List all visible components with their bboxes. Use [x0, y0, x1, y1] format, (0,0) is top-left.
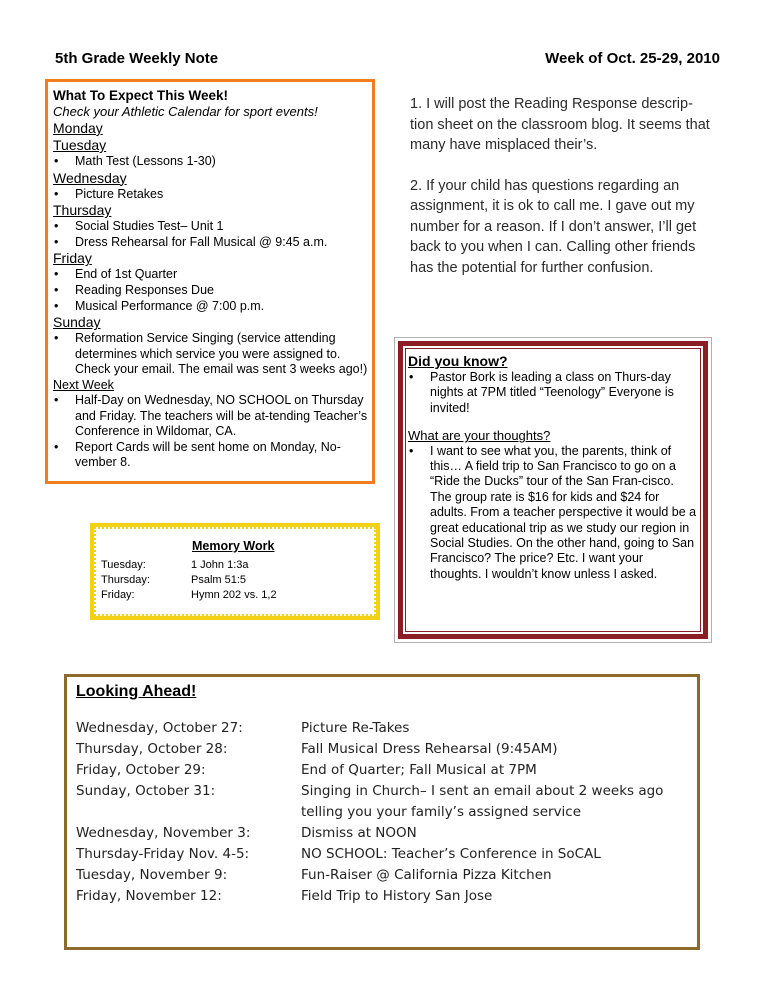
day-heading-friday: Friday — [53, 250, 92, 267]
weekly-box-subtitle: Check your Athletic Calendar for sport events! — [53, 104, 318, 119]
list-item: • I want to see what you, the parents, think of this… A field trip to San Francisco to go on a “Ride the Ducks” tour of the San Fran-cisco. The group rate is $16 for kids and $24 for adults. From a teacher perspective it would be a great educational trip as we study our region in Social Studies. On the other hand, going to San Francisco? The price? Etc. I want your thoughts. I wouldn’t know unless I asked. — [409, 443, 697, 581]
list-item: • Musical Performance @ 7:00 p.m. — [54, 298, 265, 313]
day-heading-thursday: Thursday — [53, 202, 112, 219]
list-item: • Half-Day on Wednesday, NO SCHOOL on Thursday and Friday. The teachers will be at-tending Teacher’s Conference in Wildomar, CA. — [54, 392, 368, 439]
memory-row: Tuesday: 1 John 1:3a — [101, 559, 249, 571]
teacher-notes — [410, 94, 710, 298]
event-row: Friday, October 29: End of Quarter; Fall Musical at 7PM — [76, 762, 537, 778]
list-item: • Reading Responses Due — [54, 282, 214, 297]
day-heading-sunday: Sunday — [53, 314, 101, 331]
day-heading-wednesday: Wednesday — [53, 169, 127, 186]
looking-ahead-box — [64, 674, 700, 950]
event-row: Thursday-Friday Nov. 4-5: NO SCHOOL: Teacher’s Conference in SoCAL — [76, 846, 601, 862]
list-item: • Math Test (Lessons 1-30) — [54, 154, 216, 168]
event-row: Sunday, October 31: Singing in Church– I sent an email about 2 weeks ago telling you your family’s assigned service — [76, 783, 664, 820]
memory-work-title: Memory Work — [192, 539, 275, 553]
week-date: Week of Oct. 25-29, 2010 — [545, 50, 720, 67]
did-you-know-content — [403, 346, 703, 634]
did-you-know-frame — [398, 341, 708, 639]
did-you-know-title: Did you know? — [408, 353, 508, 369]
event-row: Thursday, October 28: Fall Musical Dress Rehearsal (9:45AM) — [76, 741, 558, 757]
note-paragraph: 2. If your child has questions regarding an assignment, it is ok to call me. I gave out my number for a reason. If I don’t answer, I’ll get back to you when I can. Calling other friends has the potential for further confusion. — [410, 177, 697, 276]
memory-row: Friday: Hymn 202 vs. 1,2 — [101, 589, 277, 601]
list-item: • Reformation Service Singing (service attending determines which service you were assigned to. Check your email. The email was sent 3 weeks ago!) — [54, 331, 368, 377]
event-row: Wednesday, November 3: Dismiss at NOON — [76, 825, 417, 841]
list-item: • Social Studies Test– Unit 1 — [54, 219, 224, 234]
weekly-box-title: What To Expect This Week! — [53, 88, 229, 103]
event-row: Tuesday, November 9: Fun-Raiser @ California Pizza Kitchen — [76, 867, 552, 883]
newsletter-title: 5th Grade Weekly Note — [55, 50, 219, 67]
list-item: • End of 1st Quarter — [54, 267, 178, 282]
list-item: • Report Cards will be sent home on Monday, No-vember 8. — [54, 439, 341, 470]
did-you-know-box — [394, 337, 712, 643]
memory-row: Thursday: Psalm 51:5 — [101, 574, 247, 586]
note-paragraph: 1. I will post the Reading Response descrip-tion sheet on the classroom blog. It seems that many have misplaced their’s. — [410, 96, 710, 153]
next-week-heading: Next Week — [53, 377, 114, 392]
event-row: Friday, November 12: Field Trip to History San Jose — [76, 888, 493, 904]
day-heading-tuesday: Tuesday — [53, 137, 107, 153]
event-row: Wednesday, October 27: Picture Re-Takes — [76, 720, 410, 736]
list-item: • Dress Rehearsal for Fall Musical @ 9:45 a.m. — [54, 234, 328, 249]
thoughts-heading: What are your thoughts? — [408, 428, 551, 444]
memory-work-inner — [94, 527, 376, 616]
list-item: • Pastor Bork is leading a class on Thurs-day nights at 7PM titled “Teenology” Everyone is invited! — [409, 370, 674, 415]
day-heading-monday: Monday — [53, 120, 103, 136]
weekly-expectations-box — [45, 79, 375, 484]
memory-work-box — [90, 523, 380, 620]
list-item: • Picture Retakes — [54, 186, 164, 201]
looking-ahead-title: Looking Ahead! — [76, 683, 197, 700]
